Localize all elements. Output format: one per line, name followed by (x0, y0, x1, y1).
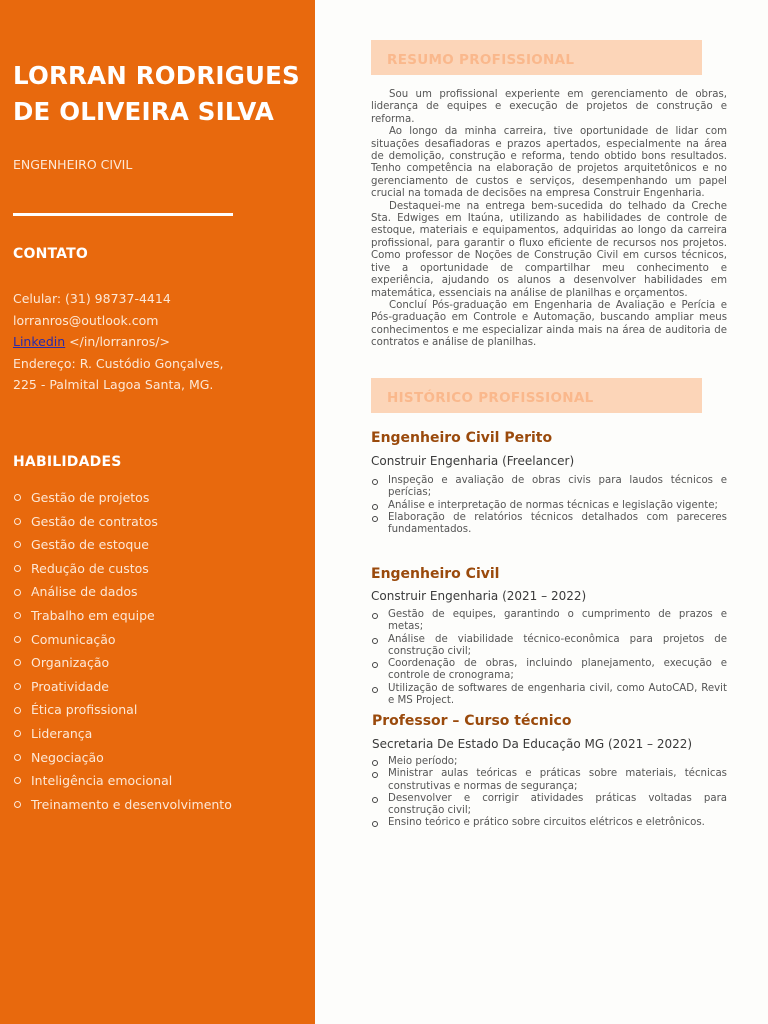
circle-bullet-icon (372, 504, 378, 510)
circle-bullet-icon (14, 659, 21, 666)
task-text: Ministrar aulas teóricas e práticas sobre materiais, técnicas construtivas e normas de segurança; (388, 768, 727, 792)
task-item (371, 609, 727, 634)
task-text: Gestão de equipes, garantindo o cumprimento de prazos e metas; (388, 609, 727, 633)
circle-bullet-icon (14, 541, 21, 548)
skill-label: Comunicação (31, 631, 116, 647)
task-item (371, 634, 727, 659)
circle-bullet-icon (14, 589, 21, 596)
circle-bullet-icon (14, 730, 21, 737)
job-role: ENGENHEIRO CIVIL (13, 157, 133, 172)
task-item (371, 683, 727, 708)
divider (13, 213, 233, 216)
task-item (371, 817, 727, 829)
contact-title: CONTATO (13, 246, 88, 262)
circle-bullet-icon (372, 516, 378, 522)
skill-item (13, 510, 232, 534)
skill-item (13, 722, 232, 746)
summary-paragraph: Concluí Pós-graduação em Engenharia de Avaliação e Perícia e Pós-graduação em Controle e Automação, buscando ampliar meus conhecimentos e me especializar ainda mais na área de auditoria de contratos e análise de planilhas. (371, 299, 727, 349)
summary-paragraph: Sou um profissional experiente em gerenciamento de obras, liderança de equipes e execução de projetos de construção e reforma. (371, 89, 727, 125)
skill-item (13, 557, 232, 581)
skill-label: Redução de custos (31, 560, 149, 576)
task-text: Ensino teórico e prático sobre circuitos elétricos e eletrônicos. (388, 817, 705, 829)
circle-bullet-icon (14, 707, 21, 714)
task-text: Utilização de softwares de engenharia civil, como AutoCAD, Revit e MS Project. (388, 682, 727, 707)
task-text: Meio período; (388, 756, 458, 767)
skill-item (13, 698, 232, 722)
job-tasks (371, 756, 727, 830)
summary-header (371, 40, 702, 75)
skill-item (13, 628, 232, 652)
job-company: Construir Engenharia (2021 – 2022) (371, 589, 587, 603)
task-item (371, 475, 727, 500)
task-text: Coordenação de obras, incluindo planejamento, execução e controle de cronograma; (388, 658, 727, 682)
job-title: Engenheiro Civil (371, 566, 500, 582)
skill-item (13, 604, 232, 628)
circle-bullet-icon (14, 494, 21, 501)
skills-title: HABILIDADES (13, 454, 122, 470)
job-company: Construir Engenharia (Freelancer) (371, 454, 575, 468)
task-text: Elaboração de relatórios técnicos detalhados com pareceres fundamentados. (388, 511, 727, 536)
task-item (371, 500, 727, 512)
skill-label: Trabalho em equipe (31, 607, 155, 623)
history-title: HISTÓRICO PROFISSIONAL (387, 390, 594, 406)
task-item (371, 793, 727, 818)
contact-phone: Celular: (31) 98737-4414 (13, 291, 171, 306)
circle-bullet-icon (14, 565, 21, 572)
skill-label: Análise de dados (31, 584, 138, 600)
task-item (371, 768, 727, 793)
job-title: Professor – Curso técnico (372, 713, 572, 729)
circle-bullet-icon (372, 821, 378, 827)
circle-bullet-icon (14, 754, 21, 761)
summary-text (371, 89, 727, 350)
skill-item (13, 533, 232, 557)
skill-label: Gestão de projetos (31, 490, 150, 505)
circle-bullet-icon (14, 612, 21, 619)
linkedin-link[interactable]: Linkedin (13, 334, 66, 350)
skill-label: Treinamento e desenvolvimento (31, 796, 232, 812)
skill-label: Proatividade (31, 678, 109, 694)
skill-item (13, 746, 232, 770)
skill-item (13, 580, 232, 604)
skill-label: Organização (31, 655, 110, 671)
circle-bullet-icon (14, 801, 21, 808)
circle-bullet-icon (14, 777, 21, 784)
contact-email[interactable]: lorranros@outlook.com (13, 312, 159, 328)
sidebar (0, 0, 315, 1024)
contact-block (13, 288, 308, 396)
contact-address-line2: 225 - Palmital Lagoa Santa, MG. (13, 377, 214, 393)
linkedin-path: </in/lorranros/> (65, 334, 170, 350)
circle-bullet-icon (372, 613, 378, 619)
skill-label: Ética profissional (31, 702, 138, 718)
task-text: Inspeção e avaliação de obras civis para laudos técnicos e perícias; (388, 475, 727, 499)
task-item (371, 658, 727, 683)
skill-item (13, 769, 232, 793)
circle-bullet-icon (372, 760, 378, 766)
job-tasks (371, 475, 727, 536)
task-text: Análise de viabilidade técnico-econômica para projetos de construção civil; (388, 633, 727, 657)
skill-label: Gestão de contratos (31, 513, 158, 529)
summary-paragraph: Destaquei-me na entrega bem-sucedida do telhado da Creche Sta. Edwiges em Itaúna, utilizando as habilidades de controle de estoque, materiais e equipamentos, adquiridas ao longo da carreira profissional, para garantir o fluxo eficiente de recursos nos projetos. Como professor de Noções de Construção Civil em cursos técnicos, tive a oportunidade de compartilhar meu conhecimento e experiência, ajudando os alunos a desenvolver habilidades em matemática, essenciais na análise de planilhas e orçamentos. (371, 200, 727, 299)
job-company: Secretaria De Estado Da Educação MG (2021 – 2022) (372, 737, 693, 751)
task-text: Desenvolver e corrigir atividades práticas voltadas para construção civil; (388, 792, 727, 817)
task-item (371, 756, 727, 768)
skill-label: Liderança (31, 725, 93, 741)
skill-label: Negociação (31, 749, 104, 765)
circle-bullet-icon (372, 662, 378, 668)
circle-bullet-icon (372, 687, 378, 693)
contact-address-line1: Endereço: R. Custódio Gonçalves, (13, 355, 224, 371)
skill-label: Inteligência emocional (31, 773, 173, 789)
job-title: Engenheiro Civil Perito (371, 430, 553, 446)
contact-linkedin (13, 331, 308, 353)
circle-bullet-icon (14, 683, 21, 690)
skill-label: Gestão de estoque (31, 537, 149, 553)
skill-item (13, 651, 232, 675)
candidate-name: LORRAN RODRIGUES DE OLIVEIRA SILVA (13, 61, 300, 126)
history-header (371, 378, 702, 413)
circle-bullet-icon (14, 636, 21, 643)
circle-bullet-icon (372, 638, 378, 644)
circle-bullet-icon (372, 797, 378, 803)
skills-list (13, 486, 232, 816)
task-text: Análise e interpretação de normas técnicas e legislação vigente; (388, 499, 718, 511)
circle-bullet-icon (14, 518, 21, 525)
summary-title: RESUMO PROFISSIONAL (387, 52, 575, 68)
job-tasks (371, 609, 727, 707)
circle-bullet-icon (372, 479, 378, 485)
task-item (371, 512, 727, 537)
skill-item (13, 675, 232, 699)
summary-paragraph: Ao longo da minha carreira, tive oportunidade de lidar com situações desafiadoras e prazos apertados, especialmente na área de demolição, construção e reforma, tendo obtido bons resultados. Tenho competência na elaboração de projetos arquitetônicos e no gerenciamento de custos e serviços, desempenhando um papel crucial na tomada de decisões na empresa Construir Engenharia. (371, 126, 727, 200)
circle-bullet-icon (372, 772, 378, 778)
skill-item (13, 486, 232, 510)
skill-item (13, 793, 232, 817)
